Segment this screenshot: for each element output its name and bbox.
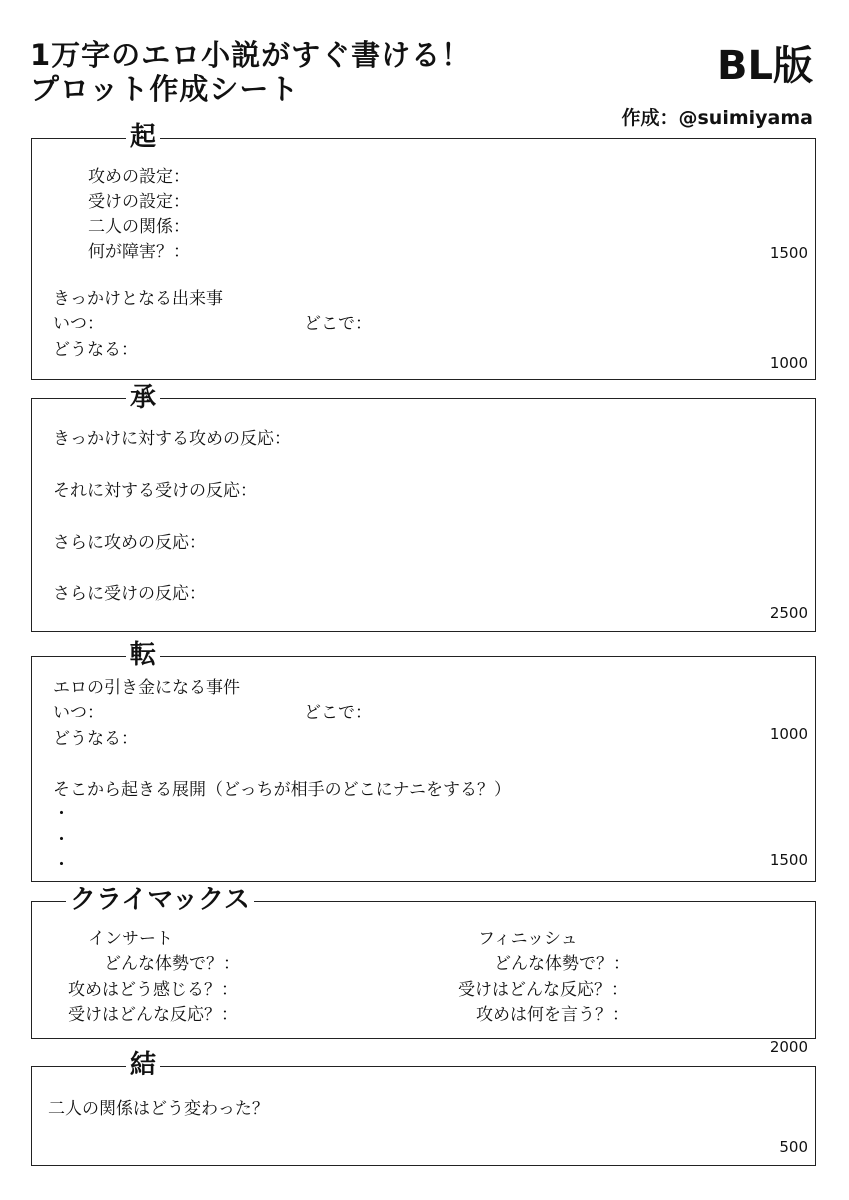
section-ketsu-label: 結 <box>126 1050 160 1080</box>
section-climax-label: クライマックス <box>66 885 254 915</box>
ten-what-happens-label: どうなる： <box>53 729 138 749</box>
finish-uke-reaction-label: 受けはどんな反応？： <box>458 980 628 1000</box>
where-label: どこで： <box>304 314 372 334</box>
climax-char-count: 2000 <box>769 1038 808 1056</box>
sheet-title-line2: プロット作成シート <box>30 72 300 106</box>
finish-position-label: どんな体勢で？： <box>494 954 630 974</box>
finish-title: フィニッシュ <box>478 929 578 949</box>
development-bullet: ・ <box>53 830 70 850</box>
ten-char-count-1: 1000 <box>769 725 808 743</box>
insert-uke-reaction-label: 受けはどんな反応？： <box>68 1005 238 1025</box>
insert-seme-feeling-label: 攻めはどう感じる？： <box>68 980 238 1000</box>
seme-setting-label: 攻めの設定： <box>88 167 190 187</box>
further-seme-reaction-label: さらに攻めの反応： <box>53 533 206 553</box>
what-happens-label: どうなる： <box>53 340 138 360</box>
development-bullet: ・ <box>53 855 70 875</box>
ki-char-count-1: 1500 <box>769 244 808 262</box>
seme-reaction-label: きっかけに対する攻めの反応： <box>53 429 291 449</box>
author-credit: 作成：@suimiyama <box>621 107 813 129</box>
section-sho-label: 承 <box>126 383 160 413</box>
sho-char-count: 2500 <box>769 604 808 622</box>
development-bullet: ・ <box>53 804 70 824</box>
ten-where-label: どこで： <box>304 703 372 723</box>
trigger-event-label: きっかけとなる出来事 <box>53 289 223 309</box>
section-ten-label: 転 <box>126 640 160 670</box>
ten-when-label: いつ： <box>53 703 104 723</box>
when-label: いつ： <box>53 314 104 334</box>
insert-title: インサート <box>88 929 173 949</box>
obstacle-label: 何が障害？： <box>88 242 190 262</box>
sheet-title-line1: 1万字のエロ小説がすぐ書ける！ <box>30 38 472 72</box>
section-ki-label: 起 <box>126 122 160 152</box>
erotic-trigger-label: エロの引き金になる事件 <box>53 678 240 698</box>
development-label: そこから起きる展開（どっちが相手のどこにナニをする？） <box>53 780 511 800</box>
ketsu-char-count: 500 <box>779 1138 808 1156</box>
uke-setting-label: 受けの設定： <box>88 192 190 212</box>
relationship-label: 二人の関係： <box>88 217 190 237</box>
edition-badge: BL版 <box>717 43 813 89</box>
insert-position-label: どんな体勢で？： <box>104 954 240 974</box>
ki-char-count-2: 1000 <box>769 354 808 372</box>
relationship-change-label: 二人の関係はどう変わった？ <box>48 1099 269 1119</box>
uke-reaction-label: それに対する受けの反応： <box>53 481 257 501</box>
further-uke-reaction-label: さらに受けの反応： <box>53 584 206 604</box>
finish-seme-words-label: 攻めは何を言う？： <box>476 1005 629 1025</box>
ten-char-count-2: 1500 <box>769 851 808 869</box>
